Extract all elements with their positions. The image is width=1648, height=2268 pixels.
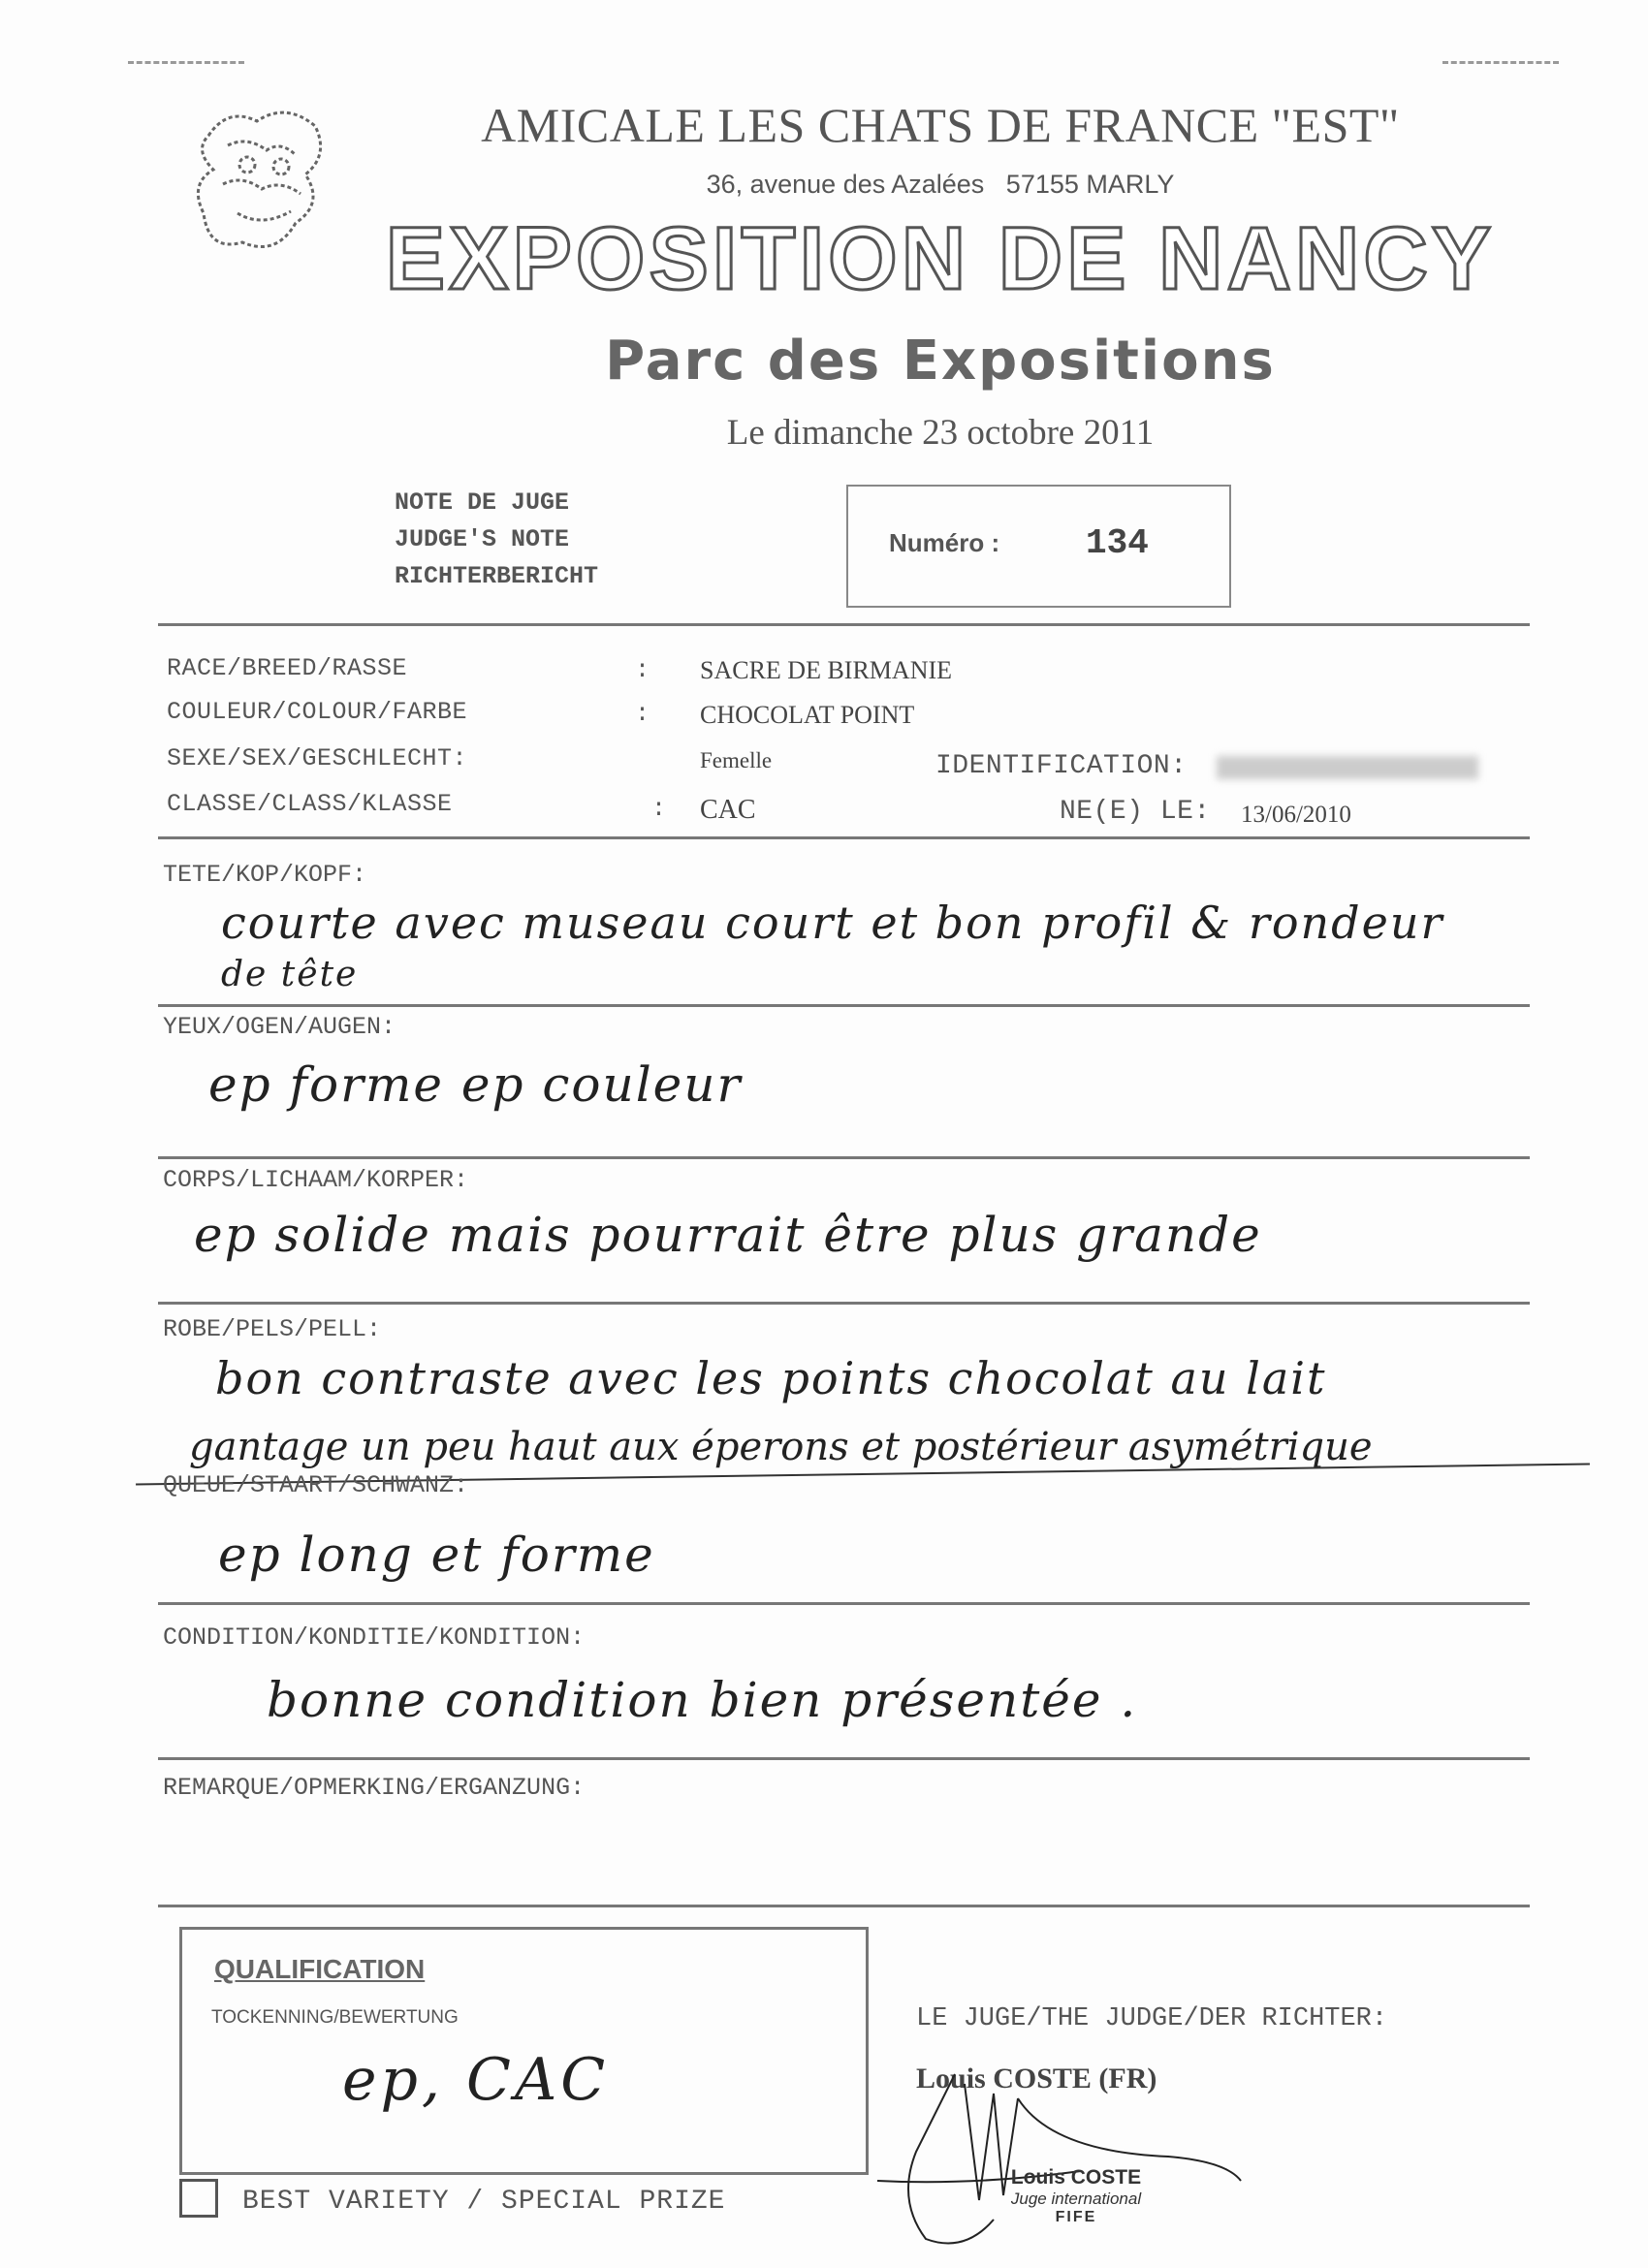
note-title-fr: NOTE DE JUGE	[395, 488, 570, 517]
number-label: Numéro :	[889, 528, 1000, 557]
event-title: EXPOSITION DE NANCY	[385, 209, 1496, 308]
staple-right	[1442, 61, 1559, 74]
qualification-handwriting: ep, CAC	[342, 2046, 610, 2114]
eyes-handwriting: ep forme ep couleur	[208, 1056, 743, 1113]
qualification-title: QUALIFICATION	[214, 1954, 426, 1984]
qualification-box	[179, 1927, 869, 2175]
number-value: 134	[1086, 523, 1149, 563]
organization-address: 36, avenue des Azalées 57155 MARLY	[706, 170, 1175, 199]
judge-name: Louis COSTE (FR)	[916, 2063, 1157, 2095]
condition-label: CONDITION/KONDITIE/KONDITION:	[163, 1623, 586, 1652]
event-date: Le dimanche 23 octobre 2011	[726, 413, 1155, 453]
judge-stamp	[979, 2166, 1173, 2226]
class-label: CLASSE/CLASS/KLASSE	[167, 790, 453, 818]
colour-label: COULEUR/COLOUR/FARBE	[167, 698, 468, 726]
best-variety-checkbox[interactable]	[179, 2179, 218, 2218]
stamp-title: Juge international	[1010, 2189, 1142, 2208]
head-handwriting-1: courte avec museau court et bon profil & rondeur	[221, 897, 1444, 949]
number-box	[846, 485, 1231, 608]
tail-handwriting: ep long et forme	[218, 1527, 655, 1583]
sex-value: Femelle	[700, 748, 773, 772]
divider-remark	[158, 1905, 1530, 1907]
born-label: NE(E) LE:	[1060, 797, 1211, 827]
staple-left	[128, 61, 244, 74]
race-label: RACE/BREED/RASSE	[167, 654, 408, 682]
note-title	[395, 485, 598, 595]
divider-tail	[158, 1602, 1530, 1605]
class-colon: :	[651, 795, 667, 823]
condition-handwriting: bonne condition bien présentée .	[267, 1672, 1138, 1728]
stamp-name: Louis COSTE	[1010, 2166, 1142, 2189]
coat-handwriting-2: gantage un peu haut aux éperons et postérieur asymétrique	[189, 1425, 1373, 1469]
body-handwriting: ep solide mais pourrait être plus grande	[194, 1207, 1262, 1263]
born-value: 13/06/2010	[1241, 802, 1351, 828]
divider-body	[158, 1302, 1530, 1305]
race-value: SACRE DE BIRMANIE	[700, 656, 953, 684]
remark-label: REMARQUE/OPMERKING/ERGANZUNG:	[163, 1774, 586, 1802]
colour-colon: :	[635, 700, 650, 728]
best-variety-label: BEST VARIETY / SPECIAL PRIZE	[242, 2187, 726, 2217]
venue-title: Parc des Expositions	[605, 330, 1276, 393]
race-colon: :	[635, 656, 650, 684]
head-handwriting-2: de tête	[221, 955, 359, 994]
judge-label: LE JUGE/THE JUDGE/DER RICHTER:	[916, 2004, 1388, 2033]
class-value: CAC	[700, 795, 756, 825]
coat-handwriting-1: bon contraste avec les points chocolat au lait	[215, 1352, 1327, 1404]
body-label: CORPS/LICHAAM/KORPER:	[163, 1166, 469, 1194]
divider-info	[158, 836, 1530, 839]
divider-condition	[158, 1757, 1530, 1760]
note-title-en: JUDGE'S NOTE	[395, 525, 570, 553]
sex-label: SEXE/SEX/GESCHLECHT:	[167, 744, 468, 772]
qualification-subtitle: TOCKENNING/BEWERTUNG	[211, 2007, 459, 2028]
note-title-de: RICHTERBERICHT	[395, 562, 599, 590]
eyes-label: YEUX/OGEN/AUGEN:	[163, 1013, 396, 1041]
head-label: TETE/KOP/KOPF:	[163, 861, 367, 889]
colour-value: CHOCOLAT POINT	[700, 701, 915, 729]
divider-top	[158, 623, 1530, 626]
identification-label: IDENTIFICATION:	[935, 751, 1188, 781]
organization-name: AMICALE LES CHATS DE FRANCE "EST"	[481, 98, 1400, 152]
coat-label: ROBE/PELS/PELL:	[163, 1315, 382, 1343]
stamp-org: FIFE	[1055, 2209, 1097, 2225]
divider-eyes	[158, 1156, 1530, 1159]
tail-label: QUEUE/STAART/SCHWANZ:	[163, 1471, 469, 1499]
judge-signature-image	[858, 2055, 1265, 2263]
divider-head	[158, 1004, 1530, 1007]
identification-redacted	[1217, 756, 1478, 779]
